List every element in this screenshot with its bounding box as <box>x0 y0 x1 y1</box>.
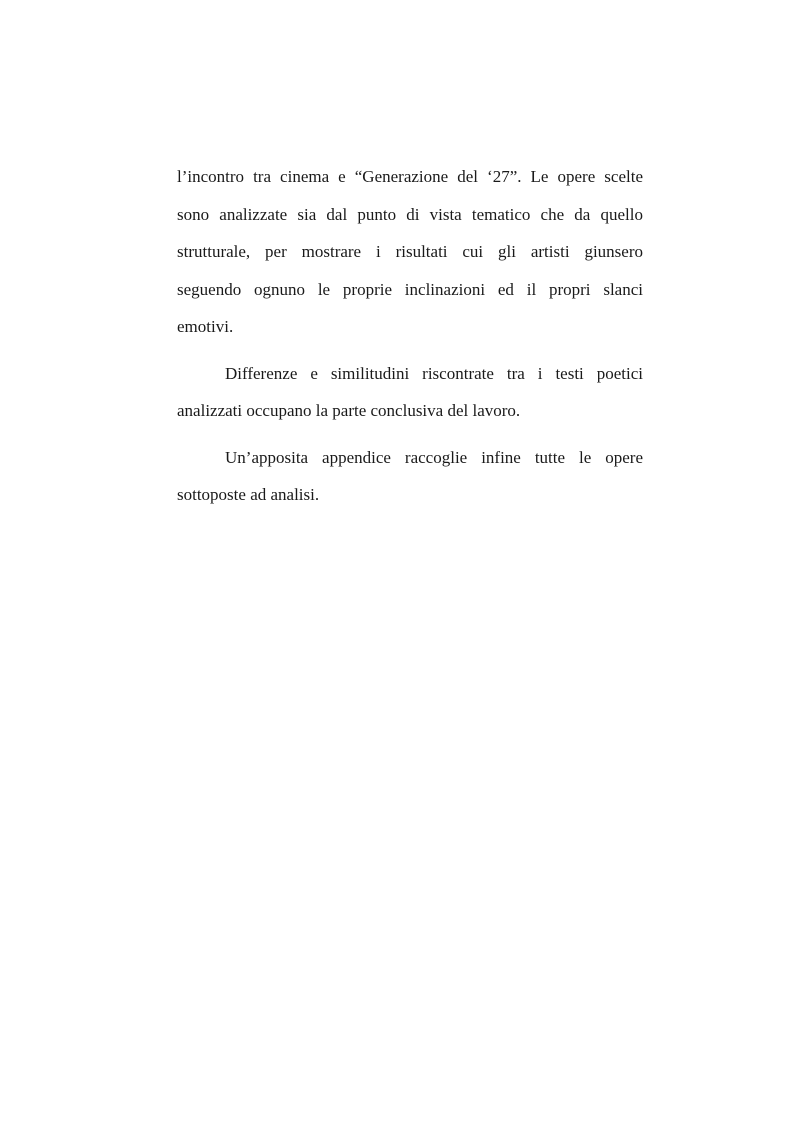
body-text <box>177 158 643 514</box>
paragraph-3 <box>177 439 643 514</box>
text-line: l’incontro tra cinema e “Generazione del ‘27”. Le opere scelte <box>177 167 643 186</box>
text-line: Un’apposita appendice raccoglie infine tutte le opere <box>225 447 643 467</box>
text-line: strutturale, per mostrare i risultati cui gli artisti giunsero <box>177 242 643 261</box>
text-line: emotivi. <box>177 317 234 336</box>
text-line: analizzati occupano la parte conclusiva del lavoro. <box>177 401 521 420</box>
text-line: sono analizzate sia dal punto di vista tematico che da quello <box>177 204 643 224</box>
text-line: Differenze e similitudini riscontrate tra i testi poetici <box>225 363 643 383</box>
text-line: sottoposte ad analisi. <box>177 485 320 504</box>
paragraph-2 <box>177 355 643 430</box>
text-line: seguendo ognuno le proprie inclinazioni ed il propri slanci <box>177 279 643 299</box>
paragraph-1 <box>177 158 643 346</box>
